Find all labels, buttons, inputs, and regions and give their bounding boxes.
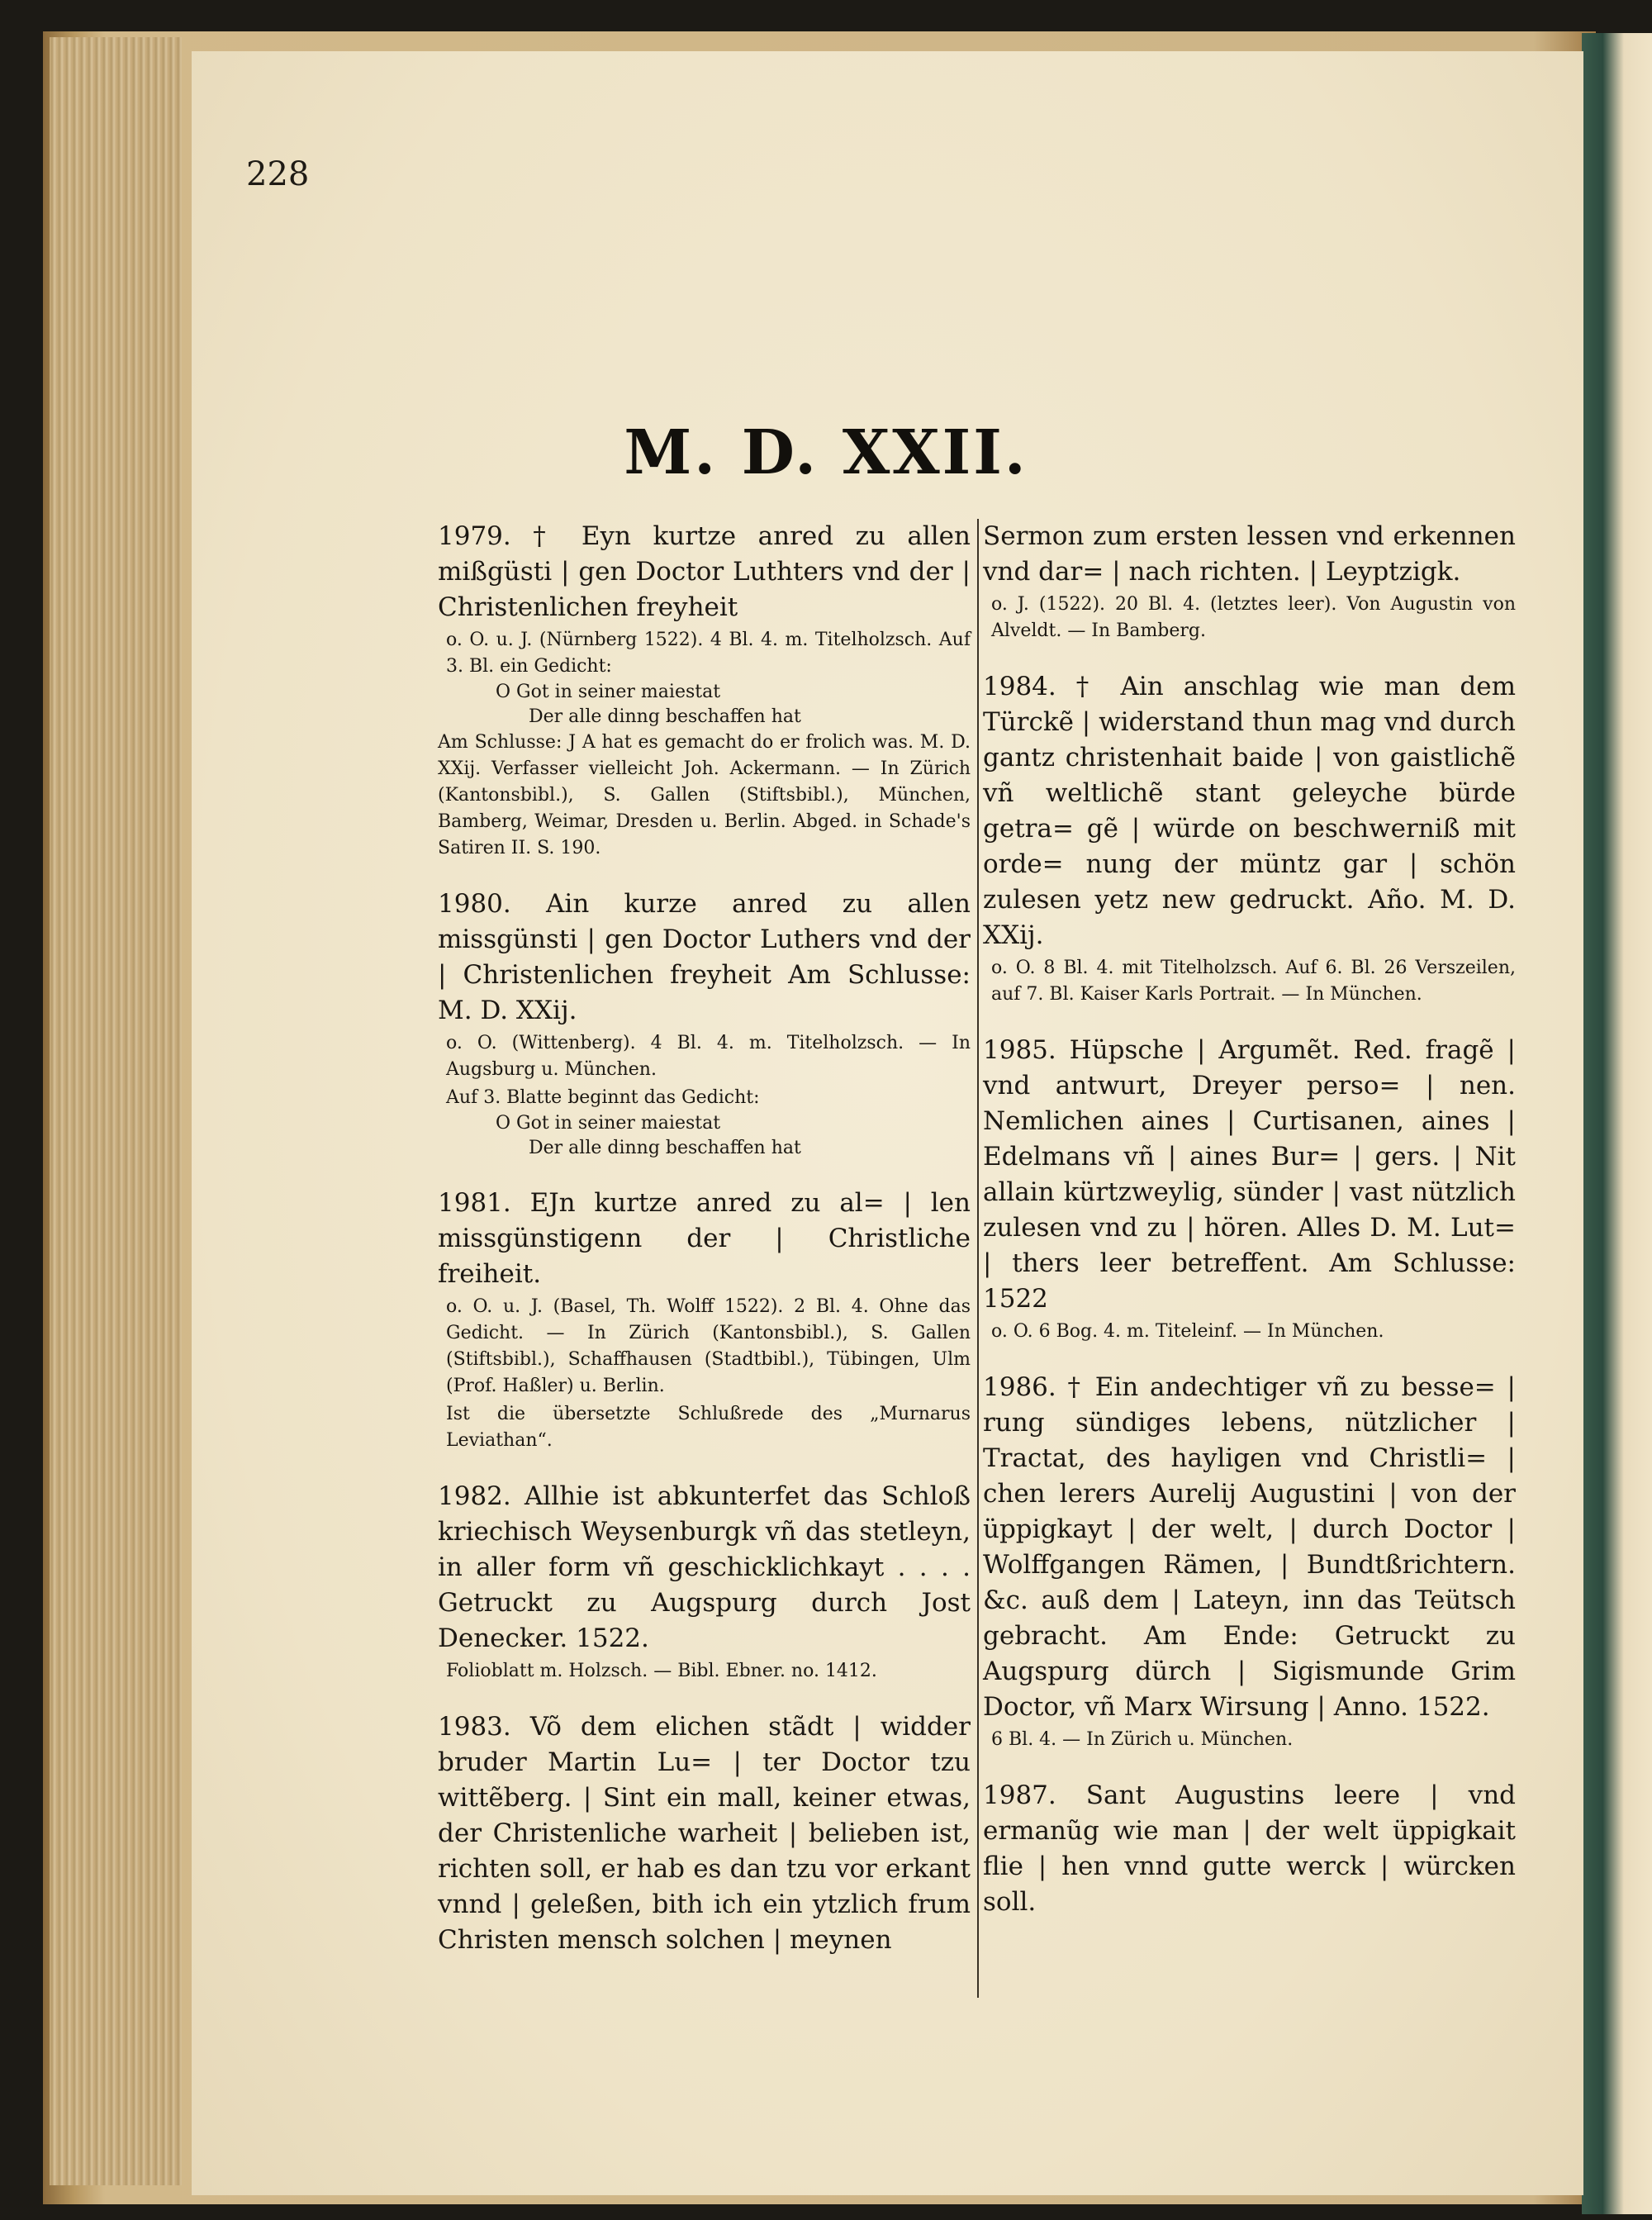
facing-page-edge [1582, 33, 1652, 2214]
entry-1986 [983, 1370, 1516, 1753]
entry-1985 [983, 1033, 1516, 1345]
entry-note: o. O. u. J. (Basel, Th. Wolff 1522). 2 Bl. 4. Ohne das Gedicht. — In Zürich (Kantonsbibl.), S. Gallen (Stiftsbibl.), Schaffhausen (Stadtbibl.), Tübingen, Ulm (Prof. Haßler) u. Berlin. [446, 1296, 971, 1396]
left-column [438, 519, 971, 1983]
entry-1979 [438, 519, 971, 862]
entry-title: 1981. EJn kurtze anred zu al= | len missgünstigenn der | Christliche freiheit. [438, 1188, 971, 1289]
verse-line: O Got in seiner maiestat [496, 682, 721, 702]
entry-1980 [438, 887, 971, 1161]
entry-title: 1985. Hüpsche | Argumẽt. Red. fragẽ | vnd antwurt, Dreyer perso= | nen. Nemlichen aines | Curtisanen, aines | Edelmans vñ | aines Bur= | gers. | Nit allain kürtzweylig, sünder | vast nützlich zulesen vnd zu | hören. Alles D. M. Lut= | thers leer betreffent. Am Schlusse: 1522 [983, 1035, 1516, 1314]
entry-title: 1982. Allhie ist abkunterfet das Schloß kriechisch Weysenburgk vñ das stetleyn, in aller form vñ geschicklichkayt . . . . Getruckt zu Augspurg durch Jost Denecker. 1522. [438, 1481, 971, 1653]
entry-1982 [438, 1479, 971, 1685]
verse-line: Der alle dinng beschaffen hat [529, 1138, 801, 1158]
entry-title: Sermon zum ersten lessen vnd erkennen vnd dar= | nach richten. | Leyptzigk. [983, 521, 1516, 587]
verse-line: Der alle dinng beschaffen hat [529, 706, 801, 727]
entry-note: Ist die übersetzte Schlußrede des „Murnarus Leviathan“. [446, 1404, 971, 1451]
entry-note: o. J. (1522). 20 Bl. 4. (letztes leer). Von Augustin von Alveldt. — In Bamberg. [991, 594, 1516, 641]
entry-note: 6 Bl. 4. — In Zürich u. München. [991, 1729, 1294, 1750]
entry-note: Folioblatt m. Holzsch. — Bibl. Ebner. no. 1412. [446, 1661, 877, 1681]
entry-1983-continued [983, 519, 1516, 644]
entry-note: Auf 3. Blatte beginnt das Gedicht: [446, 1087, 760, 1108]
entry-note: Am Schlusse: J A hat es gemacht do er frolich was. M. D. XXij. Verfasser vielleicht Joh. Ackermann. — In Zürich (Kantonsbibl.), S. Gallen (Stiftsbibl.), München, Bamberg, Weimar, Dresden u. Berlin. Abged. in Schade's Satiren II. S. 190. [438, 732, 971, 858]
entry-note: o. O. 8 Bl. 4. mit Titelholzsch. Auf 6. Bl. 26 Verszeilen, auf 7. Bl. Kaiser Karls Portrait. — In München. [991, 958, 1516, 1005]
entry-1983 [438, 1709, 971, 1958]
section-heading: M. D. XXII. [624, 417, 1028, 488]
entry-1981 [438, 1186, 971, 1454]
entry-note: o. O. (Wittenberg). 4 Bl. 4. m. Titelholzsch. — In Augsburg u. München. [446, 1033, 971, 1080]
entry-title: 1979. † Eyn kurtze anred zu allen mißgüsti | gen Doctor Luthters vnd der | Christenlichen freyheit [438, 521, 971, 622]
entry-title: 1980. Ain kurze anred zu allen missgünsti | gen Doctor Luthers vnd der | Christenlichen freyheit Am Schlusse: M. D. XXij. [438, 889, 971, 1025]
entry-note: o. O. u. J. (Nürnberg 1522). 4 Bl. 4. m. Titelholzsch. Auf 3. Bl. ein Gedicht: [446, 630, 971, 677]
entry-note: o. O. 6 Bog. 4. m. Titeleinf. — In München. [991, 1321, 1384, 1342]
entry-title: 1987. Sant Augustins leere | vnd ermanũg wie man | der welt üppigkait flie | hen vnnd gutte werck | würcken soll. [983, 1780, 1516, 1917]
column-divider [977, 519, 979, 1998]
verse-line: O Got in seiner maiestat [496, 1113, 721, 1134]
entry-title: 1984. † Ain anschlag wie man dem Türckẽ | widerstand thun mag vnd durch gantz christenhait baide | von gaistlichẽ vñ weltlichẽ stant geleyche bürde getra= gẽ | würde on beschwerniß mit orde= nung der müntz gar | schön zulesen yetz new gedruckt. Año. M. D. XXij. [983, 672, 1516, 950]
page-stack-edges [50, 37, 182, 2185]
entry-title: 1986. † Ein andechtiger vñ zu besse= | rung sündiges lebens, nützlicher | Tractat, des hayligen vnd Christli= | chen lerers Aurelij Augustini | von der üppigkayt | der welt, | durch Doctor | Wolffgangen Rämen, | Bundtßrichtern. &c. auß dem | Lateyn, inn das Teütsch gebracht. Am Ende: Getruckt zu Augspurg dürch | Sigismunde Grim Doctor, vñ Marx Wirsung | Anno. 1522. [983, 1372, 1516, 1722]
right-column [983, 519, 1516, 1945]
page-number: 228 [246, 155, 310, 193]
entry-1984 [983, 669, 1516, 1008]
entry-title: 1983. Võ dem elichen stãdt | widder bruder Martin Lu= | ter Doctor tzu wittẽberg. | Sint ein mall, keiner etwas, der Christenliche warheit | belieben ist, richten soll, er hab es dan tzu vor erkant vnnd | geleßen, bith ich ein ytzlich frum Christen mensch solchen | meynen [438, 1712, 971, 1955]
entry-1987 [983, 1778, 1516, 1920]
